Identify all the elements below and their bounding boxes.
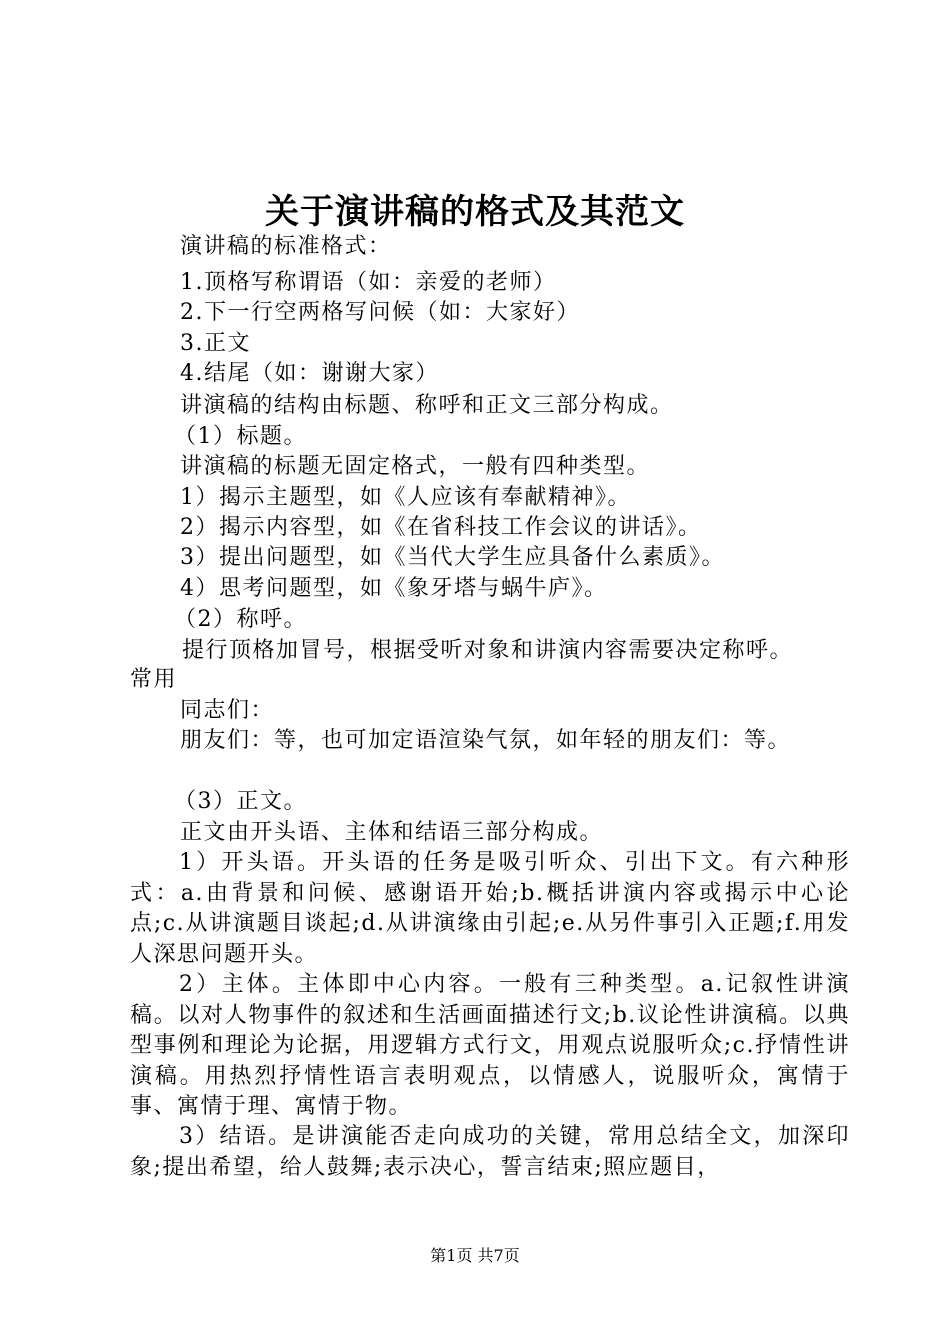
address-paragraph-line1: 提行顶格加冒号，根据受听对象和讲演内容需要决定称呼。	[182, 638, 794, 663]
text-line: 4.结尾（如：谢谢大家）	[180, 361, 439, 386]
text-line: 3.正文	[180, 331, 251, 356]
text-line: 3）提出问题型，如《当代大学生应具备什么素质》。	[180, 545, 725, 570]
text-line: 1.顶格写称谓语（如：亲爱的老师）	[180, 270, 557, 295]
paragraph-main-body: 2）主体。主体即中心内容。一般有三种类型。a.记叙性讲演稿。以对人物事件的叙述和生活画面描述行文;b.议论性讲演稿。以典型事例和理论为论据，用逻辑方式行文，用观点说服听众;c.抒情性讲演稿。用热烈抒情性语言表明观点，以情感人，说服听众，寓情于事、寓情于理、寓情于物。	[130, 972, 850, 1119]
text-line: 4）思考问题型，如《象牙塔与蜗牛庐》。	[180, 576, 608, 601]
document-title: 关于演讲稿的格式及其范文	[265, 192, 685, 232]
text-line: 1）揭示主题型，如《人应该有奉献精神》。	[180, 485, 631, 510]
text-line: 演讲稿的标准格式：	[180, 234, 392, 259]
paragraph-conclusion: 3）结语。是讲演能否走向成功的关键，常用总结全文，加深印象;提出希望，给人鼓舞;表示决心，誓言结束;照应题目，	[130, 1124, 850, 1180]
paragraph-opening: 1）开头语。开头语的任务是吸引听众、引出下文。有六种形式：a.由背景和问候、感谢语开始;b.概括讲演内容或揭示中心论点;c.从讲演题目谈起;d.从讲演缘由引起;e.从另件事引入正题;f.用发人深思问题开头。	[130, 850, 850, 967]
text-line: 2.下一行空两格写问候（如：大家好）	[180, 300, 580, 325]
text-line: 讲演稿的标题无固定格式，一般有四种类型。	[180, 454, 651, 479]
section-heading-address: （2）称呼。	[174, 607, 307, 632]
address-paragraph-line2: 常用	[130, 667, 178, 692]
text-line: 2）揭示内容型，如《在省科技工作会议的讲话》。	[180, 515, 702, 540]
address-example-comrades: 同志们：	[180, 698, 275, 723]
page-footer: 第1页 共7页	[430, 1246, 520, 1265]
section-heading-body: （3）正文。	[174, 789, 307, 814]
text-line: 讲演稿的结构由标题、称呼和正文三部分构成。	[180, 393, 674, 418]
body-intro: 正文由开头语、主体和结语三部分构成。	[180, 820, 604, 845]
section-heading-title: （1）标题。	[174, 424, 307, 449]
address-example-friends: 朋友们：等，也可加定语渲染气氛，如年轻的朋友们：等。	[180, 728, 792, 753]
